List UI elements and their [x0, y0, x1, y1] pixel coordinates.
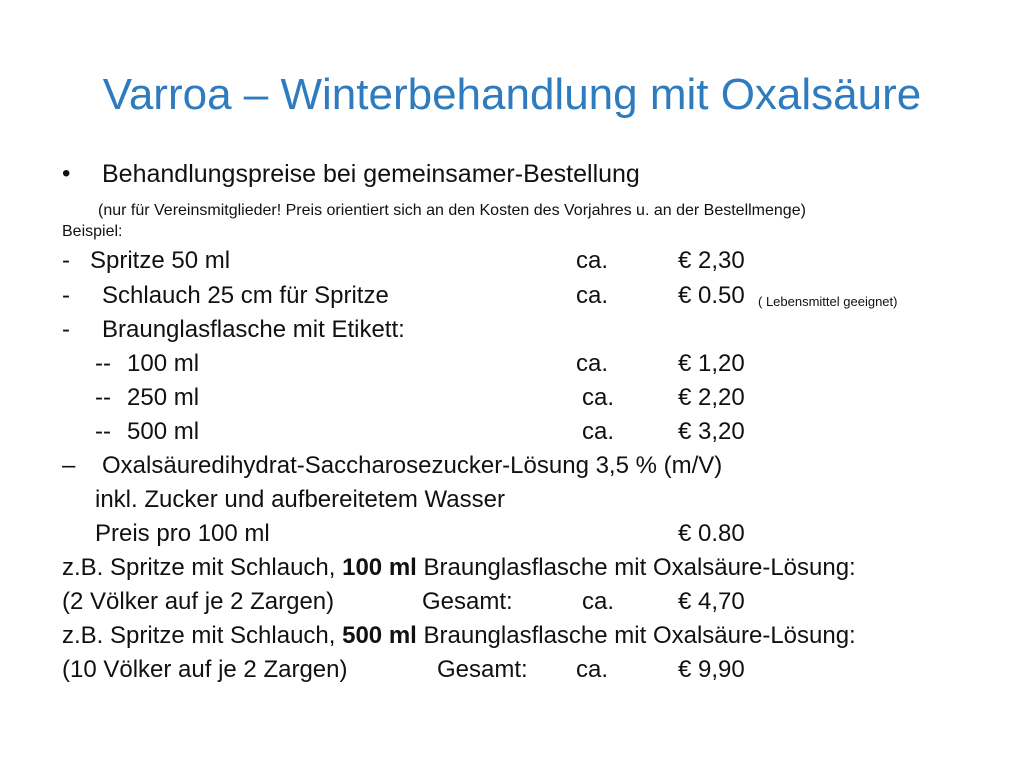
membership-note: (nur für Vereinsmitglieder! Preis orientiert sich an den Kosten des Vorjahres u. an der Bestellmenge) — [98, 202, 806, 219]
example-total-label: Gesamt: — [422, 588, 513, 615]
item-prefix: - — [62, 316, 70, 343]
item-prefix: -- — [95, 418, 111, 445]
item-name: 500 ml — [127, 418, 200, 445]
item-price: € 1,20 — [678, 350, 745, 377]
example-total-label: Gesamt: — [437, 656, 528, 683]
item-prefix: - — [62, 247, 70, 274]
item-name: 250 ml — [127, 384, 200, 411]
item-price: € 2,20 — [678, 384, 745, 411]
item-approx: ca. — [576, 282, 609, 309]
example-description: z.B. Spritze mit Schlauch, 100 ml Braunglasflasche mit Oxalsäure-Lösung: — [62, 554, 856, 581]
solution-name: Oxalsäuredihydrat-Saccharosezucker-Lösung 3,5 % (m/V) — [102, 452, 723, 479]
example-label: Beispiel: — [62, 223, 123, 240]
item-approx: ca. — [582, 384, 615, 411]
example-price: € 9,90 — [678, 656, 745, 683]
item-name: 100 ml — [127, 350, 200, 377]
item-prefix: -- — [95, 350, 111, 377]
item-prefix: - — [62, 282, 70, 309]
bullet-icon: • — [62, 160, 71, 187]
example-colonies: (2 Völker auf je 2 Zargen) — [62, 588, 335, 615]
item-approx: ca. — [576, 350, 609, 377]
item-price: € 3,20 — [678, 418, 745, 445]
solution-prefix: – — [62, 452, 76, 479]
item-approx: ca. — [576, 247, 609, 274]
item-price: € 2,30 — [678, 247, 745, 274]
item-name: Spritze 50 ml — [90, 247, 231, 274]
item-price: € 0.50 — [678, 282, 745, 309]
item-approx: ca. — [582, 418, 615, 445]
example-approx: ca. — [582, 588, 615, 615]
example-description: z.B. Spritze mit Schlauch, 500 ml Braunglasflasche mit Oxalsäure-Lösung: — [62, 622, 856, 649]
solution-line2: inkl. Zucker und aufbereitetem Wasser — [95, 486, 505, 513]
slide-title: Varroa – Winterbehandlung mit Oxalsäure — [102, 70, 922, 119]
item-prefix: -- — [95, 384, 111, 411]
example-approx: ca. — [576, 656, 609, 683]
item-name: Braunglasflasche mit Etikett: — [102, 316, 405, 343]
heading: Behandlungspreise bei gemeinsamer-Bestellung — [102, 160, 640, 188]
example-colonies: (10 Völker auf je 2 Zargen) — [62, 656, 348, 683]
solution-price: € 0.80 — [678, 520, 745, 547]
example-price: € 4,70 — [678, 588, 745, 615]
solution-line3: Preis pro 100 ml — [95, 520, 270, 547]
item-name: Schlauch 25 cm für Spritze — [102, 282, 389, 309]
item-remark: ( Lebensmittel geeignet) — [758, 294, 898, 309]
